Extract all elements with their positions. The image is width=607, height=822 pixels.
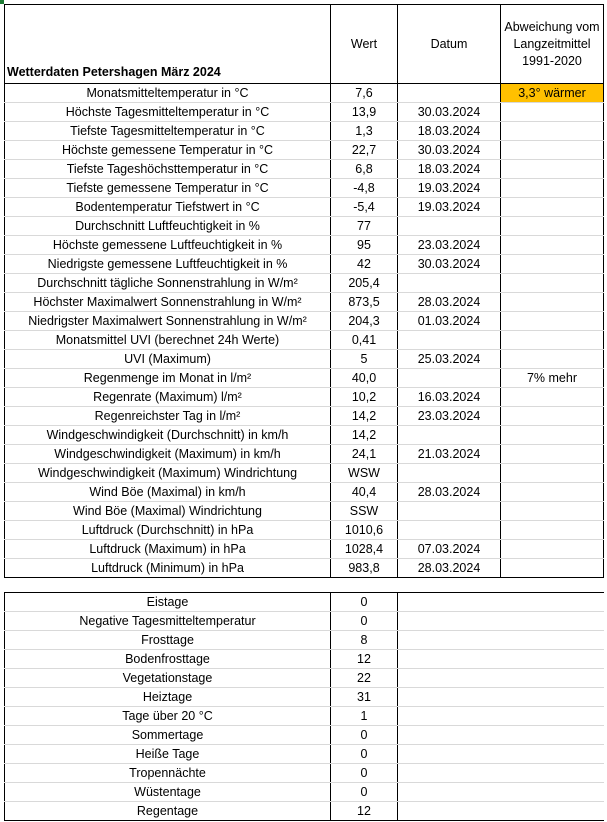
header-value[interactable]: Wert bbox=[331, 5, 398, 84]
empty-cell[interactable] bbox=[501, 745, 604, 764]
table-row bbox=[5, 407, 604, 426]
row-date[interactable]: 28.03.2024 bbox=[398, 483, 501, 502]
row-label[interactable]: Durchschnitt Luftfeuchtigkeit in % bbox=[5, 217, 331, 236]
row-value[interactable]: 95 bbox=[331, 236, 398, 255]
row-value[interactable]: 40,4 bbox=[331, 483, 398, 502]
row-date[interactable]: 30.03.2024 bbox=[398, 103, 501, 122]
empty-cell[interactable] bbox=[398, 707, 501, 726]
empty-cell[interactable] bbox=[398, 612, 501, 631]
row-deviation[interactable] bbox=[501, 236, 604, 255]
table-row bbox=[5, 464, 604, 483]
table-row bbox=[5, 274, 604, 293]
row-value[interactable]: 1,3 bbox=[331, 122, 398, 141]
row-deviation[interactable] bbox=[501, 540, 604, 559]
table-title[interactable]: Wetterdaten Petershagen März 2024 bbox=[5, 5, 331, 84]
day-value[interactable]: 0 bbox=[331, 612, 398, 631]
row-value[interactable]: WSW bbox=[331, 464, 398, 483]
row-value[interactable]: 204,3 bbox=[331, 312, 398, 331]
row-date[interactable] bbox=[398, 426, 501, 445]
empty-cell[interactable] bbox=[398, 802, 501, 821]
row-value[interactable]: 10,2 bbox=[331, 388, 398, 407]
row-value[interactable]: 13,9 bbox=[331, 103, 398, 122]
row-date[interactable]: 16.03.2024 bbox=[398, 388, 501, 407]
row-value[interactable]: 14,2 bbox=[331, 426, 398, 445]
day-value[interactable]: 12 bbox=[331, 802, 398, 821]
day-value[interactable]: 0 bbox=[331, 764, 398, 783]
row-value[interactable]: 6,8 bbox=[331, 160, 398, 179]
row-date[interactable]: 07.03.2024 bbox=[398, 540, 501, 559]
row-value[interactable]: -4,8 bbox=[331, 179, 398, 198]
row-deviation[interactable]: 3,3° wärmer bbox=[501, 84, 604, 103]
row-value[interactable]: 14,2 bbox=[331, 407, 398, 426]
table-row bbox=[5, 103, 604, 122]
day-label[interactable]: Frosttage bbox=[5, 631, 331, 650]
empty-cell[interactable] bbox=[501, 631, 604, 650]
empty-cell[interactable] bbox=[501, 650, 604, 669]
day-value[interactable]: 0 bbox=[331, 745, 398, 764]
header-date[interactable]: Datum bbox=[398, 5, 501, 84]
empty-cell[interactable] bbox=[398, 726, 501, 745]
table-row bbox=[5, 179, 604, 198]
row-date[interactable]: 18.03.2024 bbox=[398, 160, 501, 179]
row-date[interactable] bbox=[398, 369, 501, 388]
row-date[interactable] bbox=[398, 217, 501, 236]
row-label[interactable]: UVI (Maximum) bbox=[5, 350, 331, 369]
row-date[interactable] bbox=[398, 274, 501, 293]
row-deviation[interactable] bbox=[501, 198, 604, 217]
day-label[interactable]: Heiße Tage bbox=[5, 745, 331, 764]
row-value[interactable]: 7,6 bbox=[331, 84, 398, 103]
row-date[interactable] bbox=[398, 502, 501, 521]
list-item bbox=[5, 707, 604, 726]
weather-data-table bbox=[4, 4, 604, 578]
row-value[interactable]: 24,1 bbox=[331, 445, 398, 464]
row-value[interactable]: 873,5 bbox=[331, 293, 398, 312]
row-label[interactable]: Regenrate (Maximum) l/m² bbox=[5, 388, 331, 407]
day-value[interactable]: 0 bbox=[331, 726, 398, 745]
row-value[interactable]: 1028,4 bbox=[331, 540, 398, 559]
row-label[interactable]: Bodentemperatur Tiefstwert in °C bbox=[5, 198, 331, 217]
list-item bbox=[5, 650, 604, 669]
day-value[interactable]: 12 bbox=[331, 650, 398, 669]
row-deviation[interactable] bbox=[501, 255, 604, 274]
day-label[interactable]: Tage über 20 °C bbox=[5, 707, 331, 726]
row-deviation[interactable] bbox=[501, 350, 604, 369]
row-deviation[interactable]: 7% mehr bbox=[501, 369, 604, 388]
row-deviation[interactable] bbox=[501, 160, 604, 179]
day-value[interactable]: 31 bbox=[331, 688, 398, 707]
row-deviation[interactable] bbox=[501, 179, 604, 198]
row-value[interactable]: 5 bbox=[331, 350, 398, 369]
empty-cell[interactable] bbox=[501, 764, 604, 783]
row-label[interactable]: Tiefste gemessene Temperatur in °C bbox=[5, 179, 331, 198]
empty-cell[interactable] bbox=[501, 593, 604, 612]
day-label[interactable]: Eistage bbox=[5, 593, 331, 612]
table-row bbox=[5, 369, 604, 388]
table-row bbox=[5, 502, 604, 521]
row-label[interactable]: Niedrigster Maximalwert Sonnenstrahlung in W/m² bbox=[5, 312, 331, 331]
row-date[interactable]: 23.03.2024 bbox=[398, 236, 501, 255]
table-row bbox=[5, 559, 604, 578]
empty-cell[interactable] bbox=[398, 764, 501, 783]
row-deviation[interactable] bbox=[501, 122, 604, 141]
row-date[interactable]: 19.03.2024 bbox=[398, 179, 501, 198]
row-deviation[interactable] bbox=[501, 141, 604, 160]
row-deviation[interactable] bbox=[501, 103, 604, 122]
row-value[interactable]: 22,7 bbox=[331, 141, 398, 160]
row-label[interactable]: Höchste gemessene Luftfeuchtigkeit in % bbox=[5, 236, 331, 255]
day-label[interactable]: Negative Tagesmitteltemperatur bbox=[5, 612, 331, 631]
row-deviation[interactable] bbox=[501, 445, 604, 464]
table-row bbox=[5, 122, 604, 141]
row-label[interactable]: Luftdruck (Durchschnitt) in hPa bbox=[5, 521, 331, 540]
header-deviation[interactable]: Abweichung vom Langzeitmittel 1991-2020 bbox=[501, 5, 604, 84]
day-label[interactable]: Bodenfrosttage bbox=[5, 650, 331, 669]
list-item bbox=[5, 631, 604, 650]
table-row bbox=[5, 160, 604, 179]
row-date[interactable]: 30.03.2024 bbox=[398, 141, 501, 160]
row-label[interactable]: Windgeschwindigkeit (Maximum) Windrichtung bbox=[5, 464, 331, 483]
day-label[interactable]: Regentage bbox=[5, 802, 331, 821]
header-row bbox=[5, 5, 604, 84]
table-row bbox=[5, 521, 604, 540]
row-date[interactable]: 18.03.2024 bbox=[398, 122, 501, 141]
row-deviation[interactable] bbox=[501, 426, 604, 445]
row-deviation[interactable] bbox=[501, 217, 604, 236]
day-label[interactable]: Vegetationstage bbox=[5, 669, 331, 688]
empty-cell[interactable] bbox=[398, 650, 501, 669]
row-date[interactable]: 30.03.2024 bbox=[398, 255, 501, 274]
row-deviation[interactable] bbox=[501, 559, 604, 578]
empty-cell[interactable] bbox=[398, 593, 501, 612]
row-date[interactable]: 25.03.2024 bbox=[398, 350, 501, 369]
day-value[interactable]: 0 bbox=[331, 783, 398, 802]
row-label[interactable]: Wind Böe (Maximal) Windrichtung bbox=[5, 502, 331, 521]
row-date[interactable]: 28.03.2024 bbox=[398, 559, 501, 578]
list-item bbox=[5, 764, 604, 783]
list-item bbox=[5, 745, 604, 764]
row-label[interactable]: Niedrigste gemessene Luftfeuchtigkeit in % bbox=[5, 255, 331, 274]
list-item bbox=[5, 612, 604, 631]
table-row bbox=[5, 198, 604, 217]
list-item bbox=[5, 726, 604, 745]
row-date[interactable] bbox=[398, 464, 501, 483]
empty-cell[interactable] bbox=[398, 783, 501, 802]
row-label[interactable]: Luftdruck (Minimum) in hPa bbox=[5, 559, 331, 578]
table-row bbox=[5, 540, 604, 559]
empty-cell[interactable] bbox=[501, 707, 604, 726]
day-label[interactable]: Sommertage bbox=[5, 726, 331, 745]
row-value[interactable]: 77 bbox=[331, 217, 398, 236]
row-deviation[interactable] bbox=[501, 293, 604, 312]
row-date[interactable] bbox=[398, 521, 501, 540]
table-row bbox=[5, 331, 604, 350]
table-row bbox=[5, 236, 604, 255]
empty-cell[interactable] bbox=[398, 745, 501, 764]
row-deviation[interactable] bbox=[501, 331, 604, 350]
row-value[interactable]: 0,41 bbox=[331, 331, 398, 350]
empty-cell[interactable] bbox=[501, 669, 604, 688]
list-item bbox=[5, 783, 604, 802]
table-row bbox=[5, 426, 604, 445]
row-label[interactable]: Wind Böe (Maximal) in km/h bbox=[5, 483, 331, 502]
row-deviation[interactable] bbox=[501, 388, 604, 407]
row-date[interactable]: 23.03.2024 bbox=[398, 407, 501, 426]
empty-cell[interactable] bbox=[501, 802, 604, 821]
row-deviation[interactable] bbox=[501, 464, 604, 483]
row-label[interactable]: Höchster Maximalwert Sonnenstrahlung in W/m² bbox=[5, 293, 331, 312]
row-label[interactable]: Windgeschwindigkeit (Maximum) in km/h bbox=[5, 445, 331, 464]
day-value[interactable]: 1 bbox=[331, 707, 398, 726]
day-value[interactable]: 0 bbox=[331, 593, 398, 612]
row-label[interactable]: Luftdruck (Maximum) in hPa bbox=[5, 540, 331, 559]
row-deviation[interactable] bbox=[501, 407, 604, 426]
day-label[interactable]: Wüstentage bbox=[5, 783, 331, 802]
table-row bbox=[5, 255, 604, 274]
row-date[interactable]: 01.03.2024 bbox=[398, 312, 501, 331]
row-label[interactable]: Windgeschwindigkeit (Durchschnitt) in km/h bbox=[5, 426, 331, 445]
row-value[interactable]: 1010,6 bbox=[331, 521, 398, 540]
empty-cell[interactable] bbox=[501, 783, 604, 802]
day-label[interactable]: Heiztage bbox=[5, 688, 331, 707]
row-label[interactable]: Monatsmitteltemperatur in °C bbox=[5, 84, 331, 103]
row-label[interactable]: Höchste Tagesmitteltemperatur in °C bbox=[5, 103, 331, 122]
row-deviation[interactable] bbox=[501, 502, 604, 521]
row-deviation[interactable] bbox=[501, 483, 604, 502]
empty-cell[interactable] bbox=[398, 631, 501, 650]
table-row bbox=[5, 293, 604, 312]
table-row bbox=[5, 312, 604, 331]
table-row bbox=[5, 350, 604, 369]
row-deviation[interactable] bbox=[501, 274, 604, 293]
row-label[interactable]: Höchste gemessene Temperatur in °C bbox=[5, 141, 331, 160]
row-date[interactable]: 28.03.2024 bbox=[398, 293, 501, 312]
empty-cell[interactable] bbox=[398, 688, 501, 707]
row-value[interactable]: -5,4 bbox=[331, 198, 398, 217]
list-item bbox=[5, 593, 604, 612]
row-value[interactable]: 42 bbox=[331, 255, 398, 274]
row-value[interactable]: 983,8 bbox=[331, 559, 398, 578]
row-value[interactable]: 205,4 bbox=[331, 274, 398, 293]
row-label[interactable]: Tiefste Tageshöchsttemperatur in °C bbox=[5, 160, 331, 179]
row-date[interactable]: 21.03.2024 bbox=[398, 445, 501, 464]
empty-cell[interactable] bbox=[398, 669, 501, 688]
empty-cell[interactable] bbox=[501, 612, 604, 631]
day-label[interactable]: Tropennächte bbox=[5, 764, 331, 783]
table-row bbox=[5, 388, 604, 407]
day-value[interactable]: 8 bbox=[331, 631, 398, 650]
table-row bbox=[5, 84, 604, 103]
empty-cell[interactable] bbox=[501, 726, 604, 745]
row-deviation[interactable] bbox=[501, 521, 604, 540]
row-date[interactable] bbox=[398, 331, 501, 350]
day-counts-table bbox=[4, 592, 604, 821]
row-value[interactable]: SSW bbox=[331, 502, 398, 521]
table-row bbox=[5, 483, 604, 502]
table-row bbox=[5, 141, 604, 160]
row-label[interactable]: Regenreichster Tag in l/m² bbox=[5, 407, 331, 426]
table-row bbox=[5, 445, 604, 464]
list-item bbox=[5, 802, 604, 821]
list-item bbox=[5, 688, 604, 707]
row-date[interactable] bbox=[398, 84, 501, 103]
empty-cell[interactable] bbox=[501, 688, 604, 707]
row-label[interactable]: Tiefste Tagesmitteltemperatur in °C bbox=[5, 122, 331, 141]
day-value[interactable]: 22 bbox=[331, 669, 398, 688]
row-deviation[interactable] bbox=[501, 312, 604, 331]
table-row bbox=[5, 217, 604, 236]
row-label[interactable]: Monatsmittel UVI (berechnet 24h Werte) bbox=[5, 331, 331, 350]
row-date[interactable]: 19.03.2024 bbox=[398, 198, 501, 217]
row-label[interactable]: Regenmenge im Monat in l/m² bbox=[5, 369, 331, 388]
row-label[interactable]: Durchschnitt tägliche Sonnenstrahlung in W/m² bbox=[5, 274, 331, 293]
list-item bbox=[5, 669, 604, 688]
row-value[interactable]: 40,0 bbox=[331, 369, 398, 388]
